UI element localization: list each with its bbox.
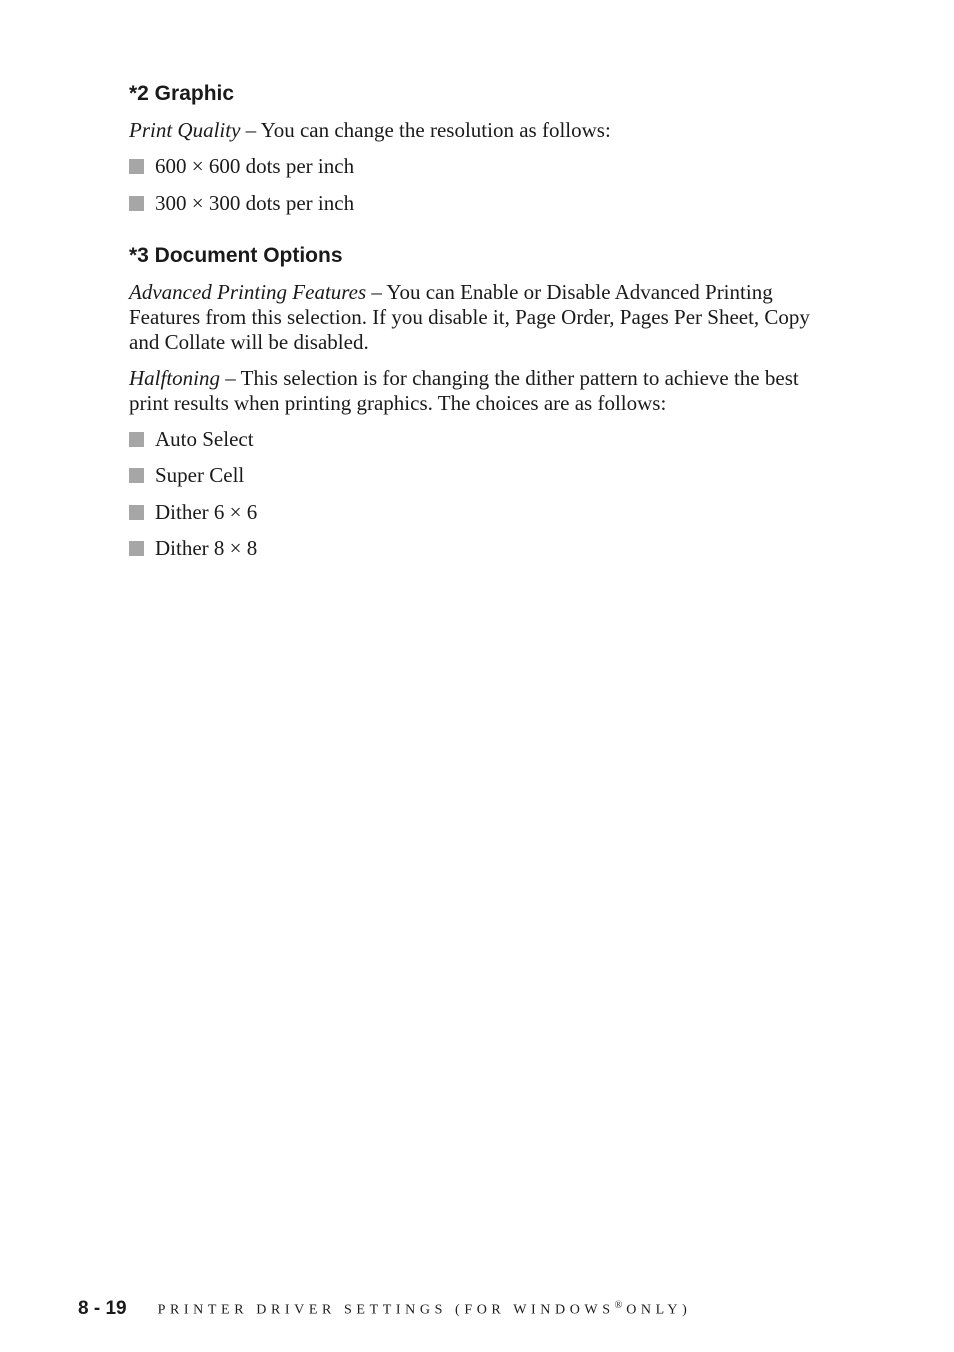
square-bullet-icon [129,196,144,211]
page-footer [78,1298,691,1320]
halftoning-paragraph [129,366,829,416]
list-item-label: Auto Select [155,426,254,451]
list-item-label: Dither 8 × 8 [155,536,258,560]
square-bullet-icon [129,432,144,447]
print-quality-term: Print Quality [129,118,241,142]
list-item-label: 300 × 300 dots per inch [155,190,355,215]
print-quality-paragraph [129,118,829,143]
list-item [129,427,829,452]
running-title-pre: PRINTER DRIVER SETTINGS (FOR WINDOWS [157,1303,615,1318]
list-item [129,536,829,561]
page-content [129,80,829,573]
list-item [129,191,829,216]
square-bullet-icon [129,505,144,520]
section-heading-document-options: *3 Document Options [129,243,343,267]
square-bullet-icon [129,159,144,174]
print-quality-text: – You can change the resolution as follows: [240,118,611,142]
square-bullet-icon [129,541,144,556]
registered-mark: ® [614,1300,623,1312]
halftoning-term: Halftoning [129,365,221,390]
section-heading-graphic: *2 Graphic [129,82,235,105]
running-title [158,1300,692,1319]
resolution-list [129,154,829,216]
list-item [129,463,829,488]
advanced-printing-text: – You can Enable or Disable Advanced Printing Features from this selection. If you disable it, Page Order, Pages Per Sheet, Copy and Collate will be disabled. [129,279,810,354]
halftoning-text: – This selection is for changing the dither pattern to achieve the best print results when printing graphics. The choices are as follows: [129,365,799,415]
page-number: 8 - 19 [78,1298,127,1319]
running-title-post: ONLY) [626,1303,692,1318]
halftoning-list [129,427,829,562]
list-item-label: Super Cell [155,463,245,487]
list-item-label: 600 × 600 dots per inch [155,154,355,178]
advanced-printing-term: Advanced Printing Features [129,279,367,304]
square-bullet-icon [129,468,144,483]
list-item [129,154,829,179]
advanced-printing-paragraph [129,280,829,355]
list-item [129,500,829,525]
list-item-label: Dither 6 × 6 [155,499,258,524]
